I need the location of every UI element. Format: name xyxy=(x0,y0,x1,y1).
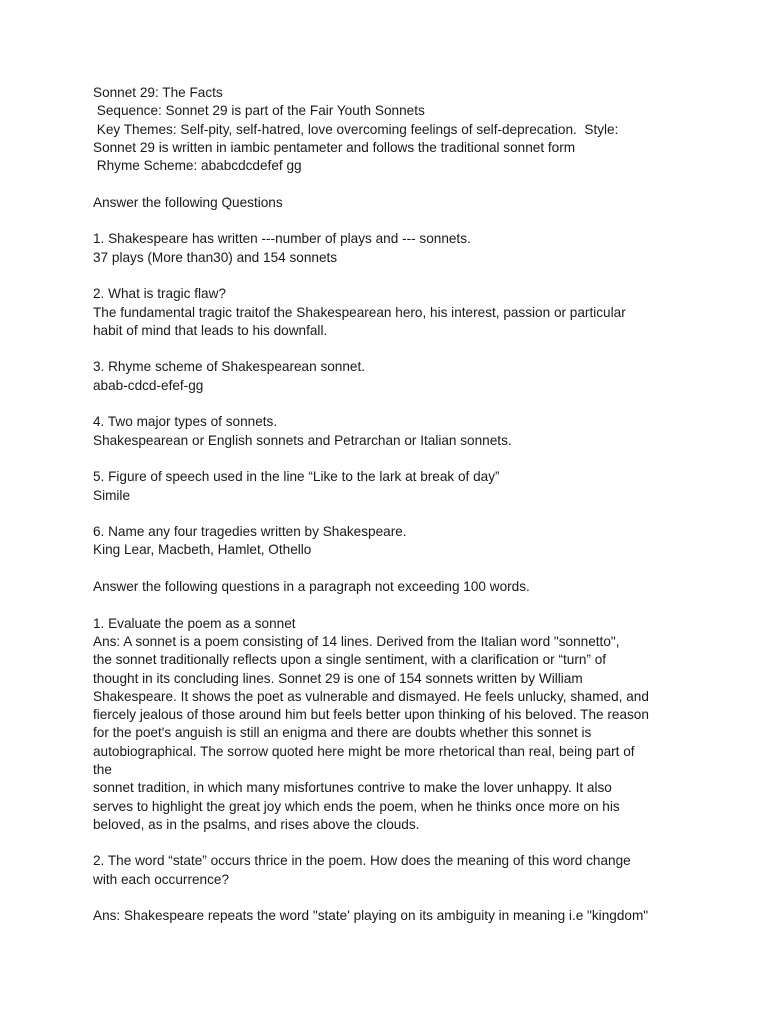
essay-answer-1-line: the xyxy=(93,761,112,777)
essay-answer-1-line: autobiographical. The sorrow quoted here might be more rhetorical than real, being part of xyxy=(93,743,635,759)
answer-4: Shakespearean or English sonnets and Petrarchan or Italian sonnets. xyxy=(93,432,512,448)
spacer xyxy=(93,889,693,907)
essay-answer-1-line: fiercely jealous of those around him but feels better upon thinking of his beloved. The reason xyxy=(93,707,649,723)
question-6: 6. Name any four tragedies written by Shakespeare. xyxy=(93,524,407,540)
spacer xyxy=(93,340,693,358)
spacer xyxy=(93,212,693,230)
spacer xyxy=(93,505,693,523)
section2-heading: Answer the following questions in a paragraph not exceeding 100 words. xyxy=(93,579,530,595)
spacer xyxy=(93,175,693,193)
essay-answer-1-line: beloved, as in the psalms, and rises above the clouds. xyxy=(93,816,420,832)
answer-1: 37 plays (More than30) and 154 sonnets xyxy=(93,249,338,265)
essay-answer-2-line: Ans: Shakespeare repeats the word "state' playing on its ambiguity in meaning i.e "kingdom" xyxy=(93,908,649,924)
fact-rhyme-scheme: Rhyme Scheme: ababcdcdefef gg xyxy=(93,158,302,174)
essay-answer-1-line: sonnet tradition, in which many misfortunes contrive to make the lover unhappy. It also xyxy=(93,780,612,796)
fact-themes-line-1: Key Themes: Self-pity, self-hatred, love overcoming feelings of self-deprecation. Style: xyxy=(93,121,619,137)
spacer xyxy=(93,395,693,413)
answer-2-line-2: habit of mind that leads to his downfall. xyxy=(93,322,328,338)
essay-question-2-line-2: with each occurrence? xyxy=(93,871,230,887)
spacer xyxy=(93,450,693,468)
essay-answer-1-line: for the poet's anguish is still an enigma and there are doubts whether this sonnet is xyxy=(93,725,592,741)
essay-answer-1-line: thought in its concluding lines. Sonnet 29 is one of 154 sonnets written by William xyxy=(93,670,583,686)
doc-title: Sonnet 29: The Facts xyxy=(93,85,223,100)
fact-themes-line-2: Sonnet 29 is written in iambic pentameter and follows the traditional sonnet form xyxy=(93,139,576,155)
answer-6: King Lear, Macbeth, Hamlet, Othello xyxy=(93,542,312,558)
question-4: 4. Two major types of sonnets. xyxy=(93,414,278,430)
question-5: 5. Figure of speech used in the line “Like to the lark at break of day” xyxy=(93,469,500,485)
spacer xyxy=(93,560,693,578)
section1-heading: Answer the following Questions xyxy=(93,194,283,210)
answer-5: Simile xyxy=(93,487,131,503)
essay-question-1: 1. Evaluate the poem as a sonnet xyxy=(93,615,296,631)
question-3: 3. Rhyme scheme of Shakespearean sonnet. xyxy=(93,359,366,375)
spacer xyxy=(93,596,693,614)
essay-answer-1-line: serves to highlight the great joy which ends the poem, when he thinks once more on his xyxy=(93,798,620,814)
question-2: 2. What is tragic flaw? xyxy=(93,286,226,302)
essay-answer-1-line: Ans: A sonnet is a poem consisting of 14 lines. Derived from the Italian word "sonnetto", xyxy=(93,633,620,649)
answer-3: abab-cdcd-efef-gg xyxy=(93,377,204,393)
document-page xyxy=(93,84,693,926)
spacer xyxy=(93,267,693,285)
question-1: 1. Shakespeare has written ---number of plays and --- sonnets. xyxy=(93,231,471,247)
fact-sequence: Sequence: Sonnet 29 is part of the Fair Youth Sonnets xyxy=(93,103,425,119)
answer-2-line-1: The fundamental tragic traitof the Shakespearean hero, his interest, passion or particular xyxy=(93,304,626,320)
essay-question-2-line-1: 2. The word “state” occurs thrice in the poem. How does the meaning of this word change xyxy=(93,853,631,869)
essay-answer-1-line: the sonnet traditionally reflects upon a single sentiment, with a clarification or “turn” of xyxy=(93,652,607,668)
essay-answer-1-line: Shakespeare. It shows the poet as vulnerable and dismayed. He feels unlucky, shamed, and xyxy=(93,688,649,704)
spacer xyxy=(93,834,693,852)
